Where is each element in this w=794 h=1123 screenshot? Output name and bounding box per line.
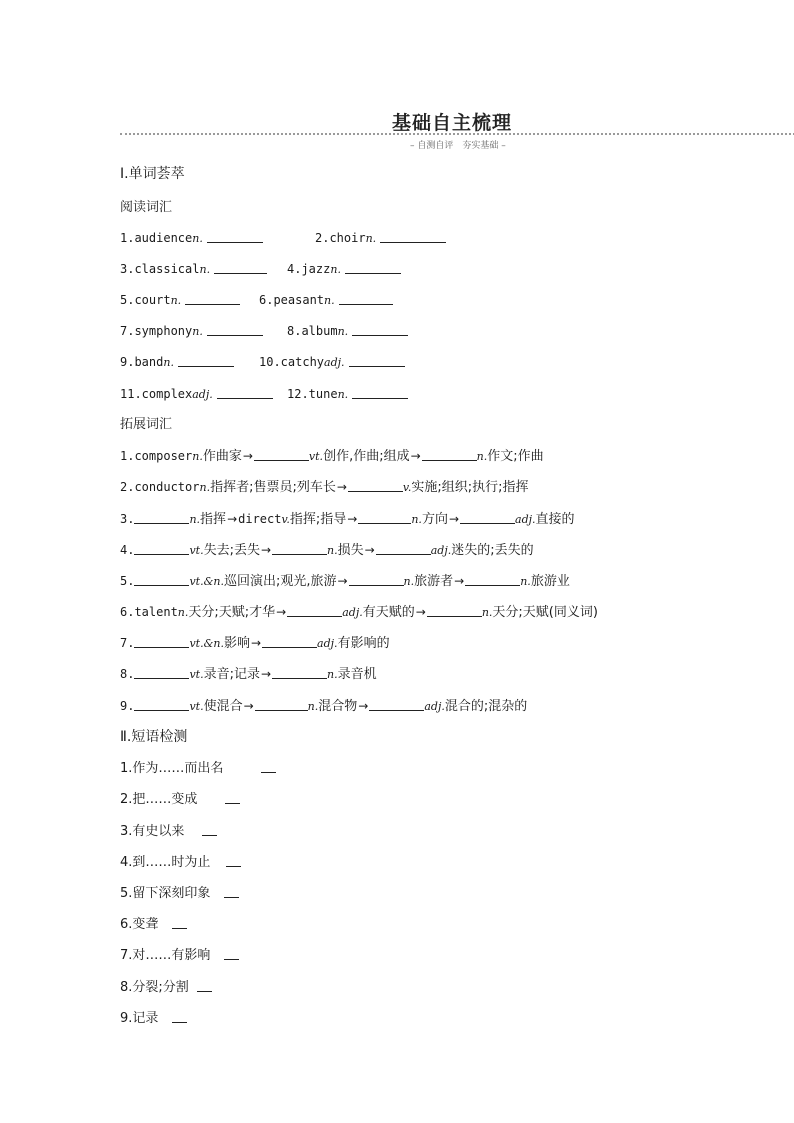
vocab-item xyxy=(120,323,263,340)
part-of-speech: adj. xyxy=(317,637,338,650)
arrow-icon: → xyxy=(448,512,460,526)
part-of-speech: n. xyxy=(192,325,203,338)
meaning: 作曲家 xyxy=(202,449,242,464)
ext-item xyxy=(120,573,570,590)
answer-blank[interactable] xyxy=(172,916,187,929)
answer-blank[interactable] xyxy=(134,573,189,586)
vocab-item xyxy=(287,261,401,278)
part-of-speech: n. xyxy=(327,668,338,681)
meaning: 影响 xyxy=(223,636,250,651)
vocab-word: 9.band xyxy=(120,355,164,369)
vocab-word: 6.talent xyxy=(120,605,178,619)
meaning: 录音机 xyxy=(337,667,377,682)
part-of-speech: n. xyxy=(365,232,377,245)
part-of-speech: adj. xyxy=(424,700,445,713)
answer-blank[interactable] xyxy=(254,448,309,461)
vocab-item xyxy=(120,261,267,278)
answer-blank[interactable] xyxy=(226,854,241,867)
part-of-speech: n. xyxy=(177,606,189,619)
meaning: 创作,作曲;组成 xyxy=(323,449,410,464)
answer-blank[interactable] xyxy=(214,261,267,274)
part-of-speech: vt. xyxy=(308,450,324,463)
part-of-speech: n. xyxy=(163,356,174,369)
meaning: 损失 xyxy=(337,543,364,558)
part-of-speech: v. xyxy=(281,513,290,526)
vocab-word: 3.classical xyxy=(120,262,200,276)
answer-blank[interactable] xyxy=(207,230,263,243)
answer-blank[interactable] xyxy=(185,292,240,305)
item-number: 4. xyxy=(120,543,135,557)
answer-blank[interactable] xyxy=(352,323,408,336)
vocab-word: 2.conductor xyxy=(120,480,200,494)
answer-blank[interactable] xyxy=(345,261,401,274)
answer-blank[interactable] xyxy=(224,947,239,960)
answer-blank[interactable] xyxy=(352,386,408,399)
part-of-speech: vt. xyxy=(189,668,204,681)
ext-item xyxy=(120,635,390,652)
vocab-item xyxy=(120,230,263,247)
answer-blank[interactable] xyxy=(348,479,403,492)
part-of-speech: n. xyxy=(481,606,493,619)
part-of-speech: adj. xyxy=(515,513,536,526)
phrase-item xyxy=(120,823,217,840)
meaning: 方向 xyxy=(421,512,448,527)
answer-blank[interactable] xyxy=(349,354,405,367)
meaning: 录音;记录 xyxy=(203,667,260,682)
vocab-word: 7.symphony xyxy=(120,324,193,338)
vocab-item xyxy=(259,354,405,371)
vocab-word: 6.peasant xyxy=(259,293,325,307)
vocab-word: 1.audience xyxy=(120,231,193,245)
phrase-text: 9.记录 xyxy=(120,1011,159,1026)
part-of-speech: n. xyxy=(337,325,349,338)
phrase-text: 4.到……时为止 xyxy=(120,855,211,870)
meaning: 指挥者;售票员;列车长 xyxy=(210,480,336,495)
meaning: 有影响的 xyxy=(337,636,390,651)
part-of-speech: adj. xyxy=(342,606,363,619)
answer-blank[interactable] xyxy=(272,542,327,555)
phrase-item xyxy=(120,916,187,933)
phrase-item xyxy=(120,885,239,902)
meaning: 指挥 xyxy=(200,512,227,527)
answer-blank[interactable] xyxy=(427,604,482,617)
vocab-item xyxy=(287,386,408,403)
meaning: 使混合 xyxy=(203,699,243,714)
vocab-word: 10.catchy xyxy=(259,355,325,369)
part-of-speech: adj. xyxy=(324,356,345,369)
arrow-icon: → xyxy=(242,449,253,463)
phrase-text: 1.作为……而出名 xyxy=(120,761,224,776)
phrase-text: 6.变聋 xyxy=(120,917,159,932)
part-of-speech: adj. xyxy=(430,544,452,557)
ext-item xyxy=(120,479,528,496)
arrow-icon: → xyxy=(364,543,375,557)
part-of-speech: n. xyxy=(476,450,488,463)
arrow-icon: → xyxy=(227,512,238,526)
arrow-icon: → xyxy=(410,449,421,463)
phrase-item xyxy=(120,854,241,871)
answer-blank[interactable] xyxy=(225,791,240,804)
answer-blank[interactable] xyxy=(465,573,520,586)
item-number: 3. xyxy=(120,512,135,526)
vocab-item xyxy=(120,292,240,309)
answer-blank[interactable] xyxy=(255,698,308,711)
page-title: 基础自主梳理 xyxy=(392,112,513,134)
answer-blank[interactable] xyxy=(134,666,189,679)
part-of-speech: n. xyxy=(192,450,203,463)
page-subtitle: – 自测自评 夯实基础 – xyxy=(410,141,506,151)
answer-blank[interactable] xyxy=(369,698,424,711)
meaning: 混合的;混杂的 xyxy=(444,699,528,714)
answer-blank[interactable] xyxy=(272,666,327,679)
phrase-item xyxy=(120,979,212,996)
answer-blank[interactable] xyxy=(460,511,515,524)
meaning: 旅游业 xyxy=(530,574,570,589)
meaning: 旅游者 xyxy=(414,574,454,589)
answer-blank[interactable] xyxy=(197,979,212,992)
ext-item xyxy=(120,698,527,715)
vocab-word: 5.court xyxy=(120,293,171,307)
meaning: 天分;天赋(同义词) xyxy=(492,605,598,620)
part-of-speech: n. xyxy=(403,575,415,588)
phrase-text: 8.分裂;分割 xyxy=(120,980,189,995)
answer-blank[interactable] xyxy=(376,542,431,555)
answer-blank[interactable] xyxy=(380,230,446,243)
section-title-phrases: Ⅱ.短语检测 xyxy=(120,729,188,745)
part-of-speech: n. xyxy=(192,232,203,245)
meaning: 巡回演出;观光,旅游 xyxy=(223,574,337,589)
item-number: 8. xyxy=(120,667,135,681)
part-of-speech: vt.&n. xyxy=(189,575,224,588)
vocab-item xyxy=(259,292,393,309)
ext-item xyxy=(120,448,544,465)
answer-blank[interactable] xyxy=(178,354,234,367)
answer-blank[interactable] xyxy=(172,1010,187,1023)
answer-blank[interactable] xyxy=(261,760,276,773)
answer-blank[interactable] xyxy=(422,448,477,461)
meaning: 失去;丢失 xyxy=(203,543,260,558)
answer-blank[interactable] xyxy=(217,386,273,399)
answer-blank[interactable] xyxy=(287,604,342,617)
extended-vocab-heading: 拓展词汇 xyxy=(120,417,173,432)
vocab-word: direct xyxy=(238,512,282,526)
item-number: 5. xyxy=(120,574,135,588)
vocab-word: 1.composer xyxy=(120,449,193,463)
phrase-item xyxy=(120,791,240,808)
phrase-text: 2.把……变成 xyxy=(120,792,198,807)
arrow-icon: → xyxy=(243,699,254,713)
meaning: 迷失的;丢失的 xyxy=(451,543,534,558)
part-of-speech: adj. xyxy=(192,388,213,401)
vocab-word: 2.choir xyxy=(315,231,366,245)
answer-blank[interactable] xyxy=(358,511,411,524)
answer-blank[interactable] xyxy=(134,511,189,524)
part-of-speech: n. xyxy=(330,263,341,276)
vocab-word: 4.jazz xyxy=(287,262,331,276)
arrow-icon: → xyxy=(260,667,272,681)
answer-blank[interactable] xyxy=(349,573,404,586)
meaning: 实施;组织;执行;指挥 xyxy=(411,480,529,495)
meaning: 作文;作曲 xyxy=(487,449,544,464)
meaning: 天分;天赋;才华 xyxy=(188,605,276,620)
meaning: 有天赋的 xyxy=(362,605,415,620)
vocab-word: 12.tune xyxy=(287,387,338,401)
part-of-speech: n. xyxy=(337,388,349,401)
answer-blank[interactable] xyxy=(134,698,189,711)
part-of-speech: vt.&n. xyxy=(189,637,224,650)
phrase-text: 7.对……有影响 xyxy=(120,948,211,963)
phrase-item xyxy=(120,1010,187,1027)
vocab-item xyxy=(315,230,446,247)
answer-blank[interactable] xyxy=(339,292,393,305)
part-of-speech: n. xyxy=(189,513,201,526)
arrow-icon: → xyxy=(454,574,465,588)
phrase-text: 3.有史以来 xyxy=(120,824,185,839)
part-of-speech: n. xyxy=(327,544,338,557)
part-of-speech: n. xyxy=(324,294,335,307)
arrow-icon: → xyxy=(347,512,358,526)
ext-item xyxy=(120,511,575,528)
answer-blank[interactable] xyxy=(262,635,317,648)
part-of-speech: n. xyxy=(411,513,422,526)
answer-blank[interactable] xyxy=(134,635,189,648)
ext-item xyxy=(120,542,534,559)
vocab-item xyxy=(120,386,273,403)
item-number: 7. xyxy=(120,636,135,650)
section-title-words: Ⅰ.单词荟萃 xyxy=(120,166,185,182)
phrase-item xyxy=(120,947,239,964)
vocab-word: 11.complex xyxy=(120,387,193,401)
arrow-icon: → xyxy=(336,480,347,494)
header-divider xyxy=(120,133,794,135)
reading-vocab-heading: 阅读词汇 xyxy=(120,200,173,215)
arrow-icon: → xyxy=(276,605,287,619)
part-of-speech: n. xyxy=(199,481,211,494)
answer-blank[interactable] xyxy=(224,885,239,898)
part-of-speech: n. xyxy=(520,575,531,588)
part-of-speech: n. xyxy=(307,700,319,713)
meaning: 直接的 xyxy=(535,512,575,527)
item-number: 9. xyxy=(120,699,135,713)
arrow-icon: → xyxy=(250,636,262,650)
vocab-word: 8.album xyxy=(287,324,338,338)
vocab-item xyxy=(120,354,234,371)
vocab-item xyxy=(287,323,408,340)
phrase-text: 5.留下深刻印象 xyxy=(120,886,211,901)
answer-blank[interactable] xyxy=(207,323,263,336)
ext-item xyxy=(120,604,598,621)
arrow-icon: → xyxy=(337,574,348,588)
part-of-speech: n. xyxy=(199,263,211,276)
arrow-icon: → xyxy=(415,605,426,619)
part-of-speech: vt. xyxy=(189,544,204,557)
answer-blank[interactable] xyxy=(134,542,189,555)
part-of-speech: v. xyxy=(402,481,412,494)
phrase-item xyxy=(120,760,276,777)
meaning: 混合物 xyxy=(318,699,358,714)
part-of-speech: n. xyxy=(170,294,182,307)
meaning: 指挥;指导 xyxy=(289,512,347,527)
answer-blank[interactable] xyxy=(202,823,217,836)
ext-item xyxy=(120,666,377,683)
arrow-icon: → xyxy=(358,699,369,713)
part-of-speech: vt. xyxy=(189,700,204,713)
arrow-icon: → xyxy=(260,543,272,557)
